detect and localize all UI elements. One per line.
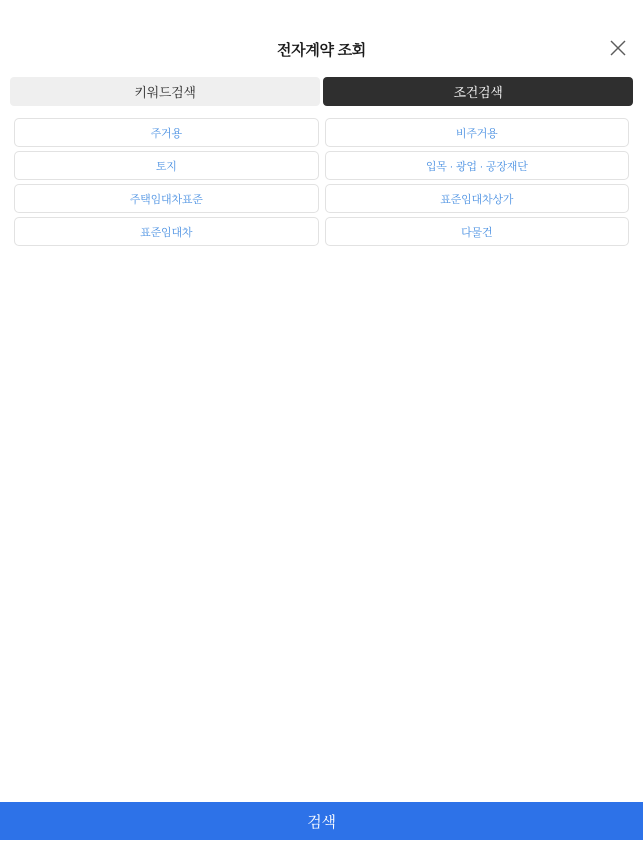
modal-title: 전자계약 조회 xyxy=(276,42,366,59)
filter-button-standard-lease-commercial[interactable]: 표준임대차상가 xyxy=(325,184,630,213)
close-icon xyxy=(609,39,627,57)
tab-condition-search[interactable] xyxy=(323,77,633,106)
search-tab-bar xyxy=(10,77,633,106)
modal-header xyxy=(0,0,643,77)
tab-keyword-search[interactable] xyxy=(10,77,320,106)
search-button[interactable]: 검색 xyxy=(0,802,643,840)
filter-grid xyxy=(14,118,629,246)
tab-keyword-search-label: 키워드검색 xyxy=(134,85,196,100)
filter-button-residential[interactable]: 주거용 xyxy=(14,118,319,147)
tab-condition-search-label: 조건검색 xyxy=(453,85,503,100)
filter-button-multiple-properties[interactable]: 다물건 xyxy=(325,217,630,246)
filter-button-land[interactable]: 토지 xyxy=(14,151,319,180)
filter-button-timber-mining-factory[interactable]: 입목 · 광업 · 공장재단 xyxy=(325,151,630,180)
close-button[interactable] xyxy=(606,36,630,60)
filter-button-standard-lease[interactable]: 표준임대차 xyxy=(14,217,319,246)
filter-button-housing-lease-standard[interactable]: 주택임대차표준 xyxy=(14,184,319,213)
filter-button-non-residential[interactable]: 비주거용 xyxy=(325,118,630,147)
